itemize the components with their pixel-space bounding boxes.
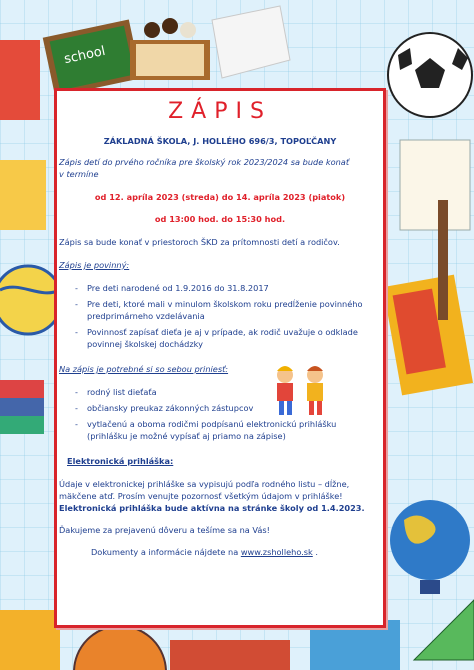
online-text-line1: Údaje v elektronickej prihláške sa vypisujú podľa rodného listu – dĺžne,: [59, 479, 350, 489]
thanks-text: Ďakujeme za prejavenú dôveru a tešíme sa na Vás!: [59, 525, 270, 535]
date-range: od 12. apríla 2023 (streda) do 14. apríla 2023 (piatok): [94, 192, 346, 202]
book-icon: [0, 40, 46, 230]
set-square-icon: [414, 600, 474, 660]
docs-prefix: Dokumenty a informácie nájdete na: [91, 547, 241, 557]
intro-line1: Zápis detí do prvého ročníka pre školský rok 2023/2024 sa bude konať: [59, 157, 350, 167]
open-book-icon: [212, 6, 290, 78]
books-stack-icon: [0, 380, 44, 434]
list-item: Pre deti narodené od 1.9.2016 do 31.8.2017: [87, 283, 269, 293]
time-range: od 13:00 hod. do 15:30 hod.: [154, 214, 286, 224]
location-text: Zápis sa bude konať v priestoroch ŠKD za prítomnosti detí a rodičov.: [59, 237, 340, 247]
docs-suffix: .: [312, 547, 319, 557]
list-item-continuation: (prihlášku je možné vypísať aj priamo na zápise): [87, 431, 286, 441]
basketball-icon: [74, 626, 166, 670]
children-illustration: [257, 361, 347, 421]
docs-line: [91, 547, 383, 558]
website-link[interactable]: www.zsholleho.sk: [240, 547, 313, 557]
list-item-continuation: predprimárneho vzdelávania: [87, 311, 205, 321]
list-item: rodný list dieťaťa: [87, 387, 157, 397]
online-activation: Elektronická prihláška bude aktívna na stránke školy od 1.4.2023.: [59, 503, 365, 513]
enrollment-notice: [54, 88, 386, 628]
bring-heading: Na zápis je potrebné si so sebou priniesť:: [59, 364, 229, 374]
intro-line2: v termíne: [59, 169, 99, 179]
list-bullet: -: [75, 299, 78, 309]
list-item: občiansky preukaz zákonných zástupcov: [87, 403, 254, 413]
online-text-line2: mäkčene atď. Prosím venujte pozornosť všetkým údajom v prihláške!: [59, 491, 343, 501]
volleyball-icon: [0, 266, 62, 334]
notebook-icon: [400, 140, 470, 230]
list-item: vytlačenú a oboma rodičmi podpísanú elektronickú prihlášku: [87, 419, 337, 429]
chessboard-icon: [130, 18, 210, 80]
list-bullet: -: [75, 283, 78, 293]
list-item: Pre deti, ktoré mali v minulom školskom roku predĺženie povinného: [87, 299, 363, 309]
list-item-continuation: povinnej školskej dochádzky: [87, 339, 203, 349]
list-bullet: -: [75, 327, 78, 337]
list-bullet: -: [75, 387, 78, 397]
soccer-ball-icon: [388, 33, 472, 117]
yellow-book-icon: [383, 275, 473, 396]
globe-icon: [390, 500, 470, 594]
school-name: ZÁKLADNÁ ŠKOLA, J. HOLLÉHO 696/3, TOPOĽČANY: [103, 136, 337, 146]
list-bullet: -: [75, 403, 78, 413]
chalkboard-text: school: [62, 43, 107, 68]
list-item: Povinnosť zapísať dieťa je aj v prípade, ak rodič uvažuje o odklade: [87, 327, 358, 337]
mandatory-heading: Zápis je povinný:: [59, 260, 130, 270]
online-heading: Elektronická prihláška:: [67, 456, 174, 466]
list-bullet: -: [75, 419, 78, 429]
page-title: ZÁPIS: [168, 99, 272, 124]
pencil-icon: [438, 200, 448, 320]
